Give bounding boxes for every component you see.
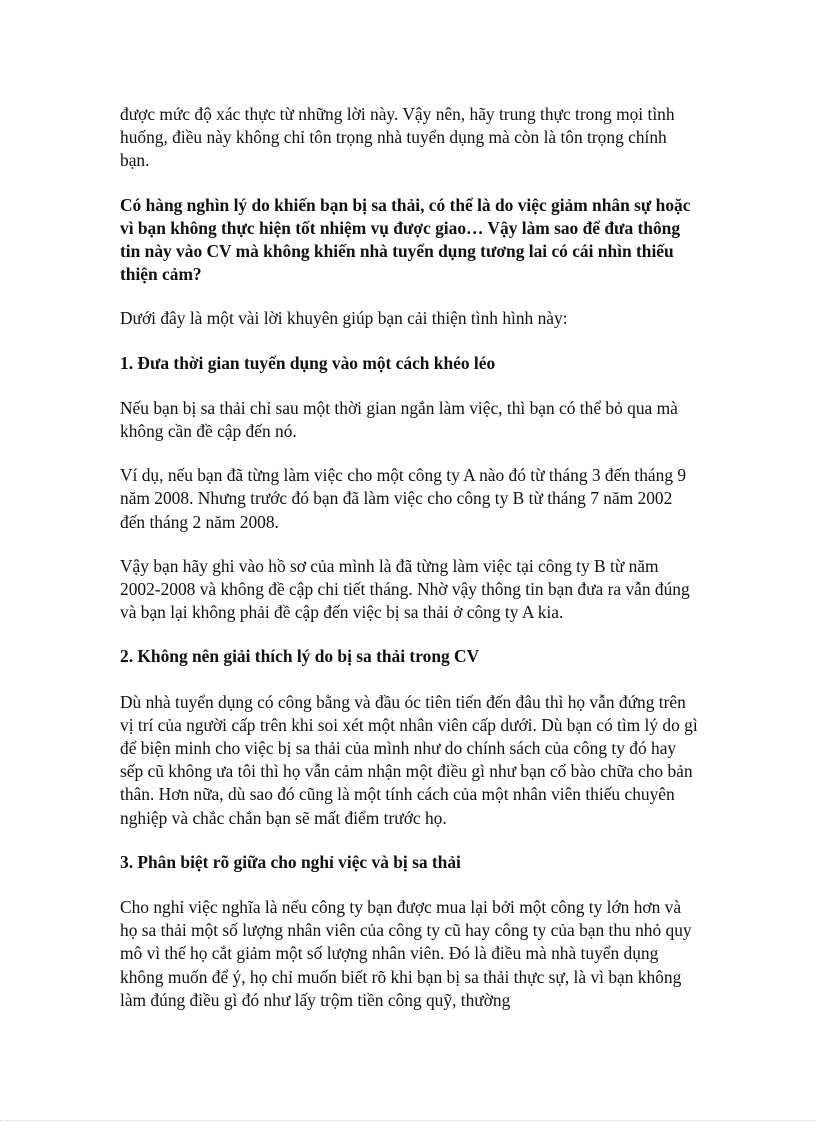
intro-paragraph: được mức độ xác thực từ những lời này. Vậy nên, hãy trung thực trong mọi tình huống, điều này không chỉ tôn trọng nhà tuyển dụng mà còn là tôn trọng chính bạn. [120, 104, 675, 171]
section-3-heading: 3. Phân biệt rõ giữa cho nghỉ việc và bị sa thải [120, 851, 461, 872]
page-bottom-divider [0, 1120, 816, 1121]
section-1-paragraph-1: Nếu bạn bị sa thải chỉ sau một thời gian ngắn làm việc, thì bạn có thể bỏ qua mà không cần đề cập đến nó. [120, 397, 678, 442]
question-paragraph: Có hàng nghìn lý do khiến bạn bị sa thải, có thể là do việc giảm nhân sự hoặc vì bạn không thực hiện tốt nhiệm vụ được giao… Vậy làm sao để đưa thông tin này vào CV mà không khiến nhà tuyển dụng tương lai có cái nhìn thiếu thiện cảm? [120, 194, 691, 285]
section-2-paragraph-1: Dù nhà tuyển dụng có công bằng và đầu óc tiên tiến đến đâu thì họ vẫn đứng trên vị trí của người cấp trên khi soi xét một nhân viên cấp dưới. Dù bạn có tìm lý do gì để biện minh cho việc bị sa thải của mình như do chính sách của công ty đó hay sếp cũ không ưa tôi thì họ vẫn cảm nhận một điều gì như bạn cố bào chữa cho bản thân. Hơn nữa, dù sao đó cũng là một tính cách của một nhân viên thiếu chuyên nghiệp và chắc chắn bạn sẽ mất điểm trước họ. [120, 691, 698, 828]
section-1-heading: 1. Đưa thời gian tuyển dụng vào một cách khéo léo [120, 352, 496, 373]
section-3-paragraph-1: Cho nghỉ việc nghĩa là nếu công ty bạn được mua lại bởi một công ty lớn hơn và họ sa thải một số lượng nhân viên của công ty cũ hay công ty của bạn thu nhỏ quy mô vì thế họ cắt giảm một số lượng nhân viên. Đó là điều mà nhà tuyển dụng không muốn để ý, họ chỉ muốn biết rõ khi bạn bị sa thải thực sự, là vì bạn không làm đúng điều gì đó như lấy trộm tiền công quỹ, thường [120, 897, 692, 1010]
document-body [120, 103, 700, 1033]
advice-intro-paragraph: Dưới đây là một vài lời khuyên giúp bạn cải thiện tình hình này: [120, 308, 568, 329]
section-2-heading: 2. Không nên giải thích lý do bị sa thải trong CV [120, 646, 480, 667]
section-1-paragraph-2: Ví dụ, nếu bạn đã từng làm việc cho một công ty A nào đó từ tháng 3 đến tháng 9 năm 2008. Nhưng trước đó bạn đã làm việc cho công ty B từ tháng 7 năm 2002 đến tháng 2 năm 2008. [120, 465, 687, 532]
section-1-paragraph-3: Vậy bạn hãy ghi vào hồ sơ của mình là đã từng làm việc tại công ty B từ năm 2002-2008 và không đề cập chi tiết tháng. Nhờ vậy thông tin bạn đưa ra vẫn đúng và bạn lại không phải đề cập đến việc bị sa thải ở công ty A kia. [120, 555, 690, 623]
